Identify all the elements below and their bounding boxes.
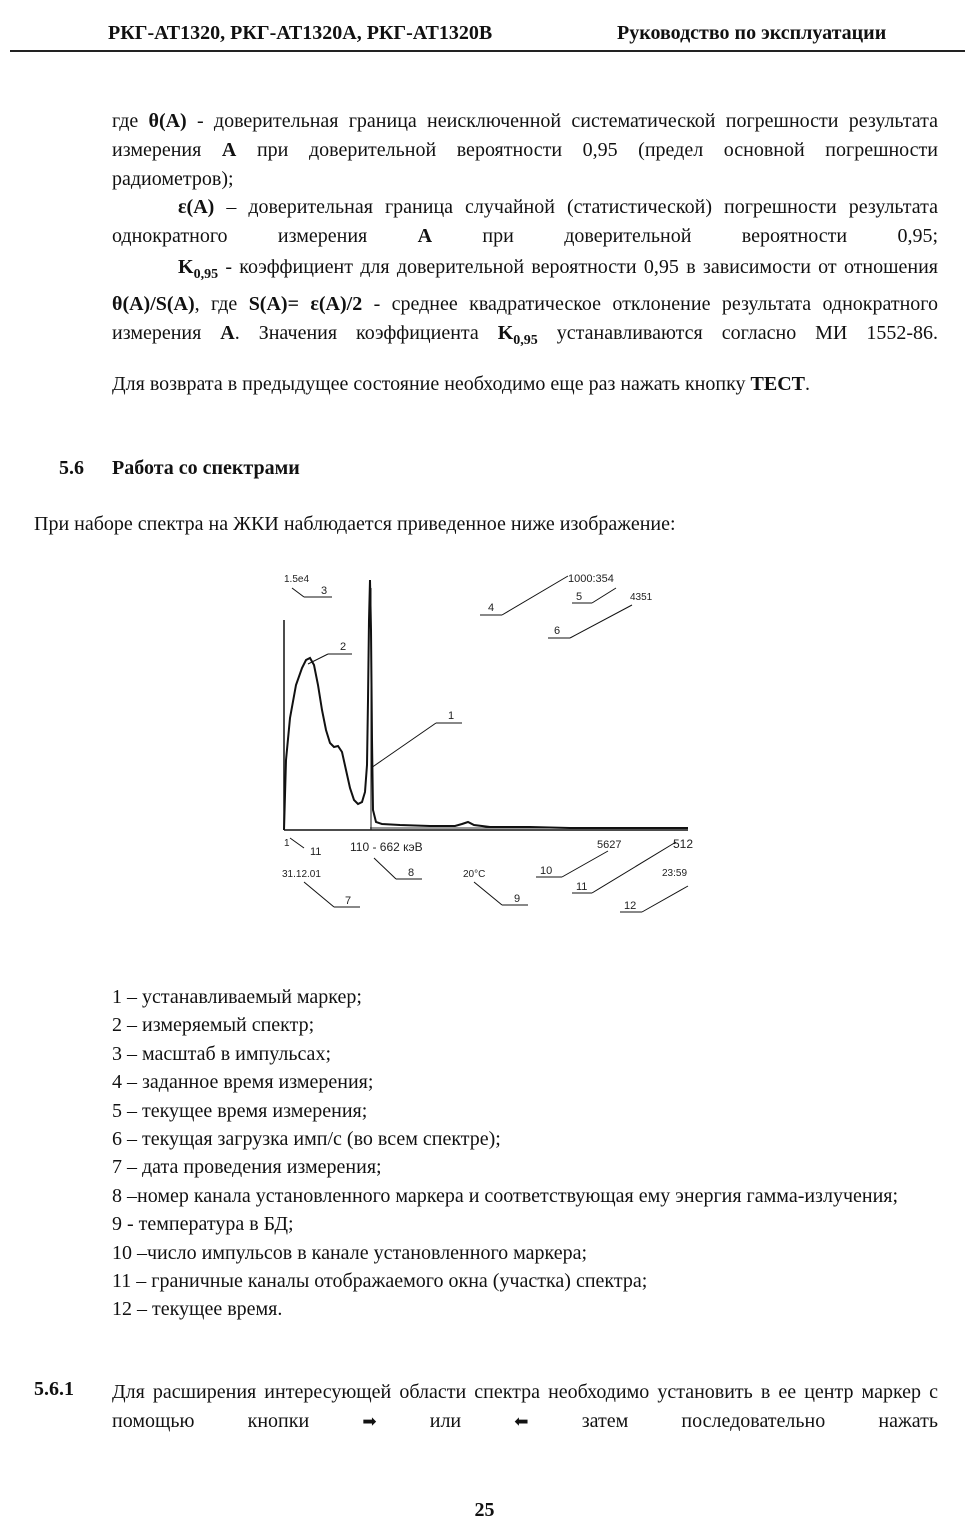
scale-label: 1.5e4 — [284, 574, 310, 585]
text-fragment: - среднее квадратическое отклонение результата однократного измерения — [112, 292, 938, 344]
callout-3-leader — [292, 588, 304, 597]
callout-11-left: 11 — [310, 846, 322, 858]
header-title: РКГ-АТ1320, РКГ-АТ1320А, РКГ-АТ1320В — [108, 22, 493, 44]
callout-12: 12 — [624, 900, 637, 912]
text-fragment: – доверительная граница случайной (статистической) погрешности результата однократного измерения — [112, 196, 938, 247]
callout-6: 6 — [554, 625, 561, 637]
legend-item: 8 –номер канала установленного маркера и соответствующая ему энергия гамма-излучения; — [112, 1184, 899, 1207]
callout-7: 7 — [345, 895, 352, 907]
symbol-ratio: θ(А)/S(А) — [112, 292, 195, 315]
callout-7-leader — [304, 882, 334, 907]
symbol-a: А — [417, 224, 433, 247]
legend-item: 7 – дата проведения измерения; — [112, 1156, 382, 1179]
paragraph-k095 — [112, 253, 938, 355]
callout-8: 8 — [408, 867, 415, 879]
text-fragment: устанавливаются согласно МИ 1552-86. — [537, 321, 938, 344]
figure-legend — [112, 983, 938, 1324]
count-label: 5627 — [597, 839, 622, 851]
legend-item: 11 – граничные каналы отображаемого окна (участка) спектра; — [112, 1270, 648, 1293]
legend-item: 12 – текущее время. — [112, 1298, 283, 1321]
callout-8-leader — [374, 858, 396, 879]
symbol-k095 — [178, 256, 219, 282]
header-rule — [10, 50, 965, 52]
callout-9-leader — [474, 882, 502, 905]
clock-label: 23:59 — [662, 868, 688, 879]
legend-item: 1 – устанавливаемый маркер; — [112, 986, 362, 1008]
symbol-a: А — [220, 321, 235, 344]
text-fragment: затем последовательно нажать — [528, 1409, 939, 1432]
text-fragment: где — [112, 110, 149, 132]
text-fragment: , где — [194, 292, 249, 315]
text-fragment: при доверительной вероятности 0,95; — [432, 224, 938, 247]
callout-11-left-leader — [290, 838, 304, 848]
k-subscript: 0,95 — [513, 332, 538, 348]
text-fragment: - доверительная граница неисключенной систематической погрешности результата измерения — [112, 110, 938, 161]
page-number: 25 — [474, 1499, 495, 1521]
callout-3: 3 — [321, 585, 328, 597]
callout-11-right: 11 — [576, 881, 588, 893]
paragraph-return — [112, 370, 938, 399]
paragraph-epsilon — [112, 193, 938, 251]
legend-item: 6 – текущая загрузка имп/с (во всем спектре); — [112, 1128, 501, 1151]
callout-4-leader — [502, 576, 568, 615]
measured-spectrum — [284, 580, 688, 830]
text-fragment: . — [805, 373, 810, 395]
text-fragment: - коэффициент для доверительной вероятности 0,95 в зависимости от отношения — [218, 256, 938, 278]
k-subscript: 0,95 — [193, 267, 219, 282]
subsection-number: 5.6.1 — [34, 1378, 74, 1400]
callout-5: 5 — [576, 591, 583, 603]
text-fragment: или — [376, 1409, 515, 1432]
arrow-right-icon: ➡ — [362, 1411, 377, 1432]
callout-10-leader — [562, 851, 608, 877]
legend-item: 4 – заданное время измерения; — [112, 1071, 374, 1094]
legend-item: 3 – масштаб в импульсах; — [112, 1042, 331, 1065]
legend-item: 9 - температура в БД; — [112, 1213, 294, 1236]
callout-6-leader — [570, 605, 632, 638]
callout-12-leader — [642, 886, 688, 912]
text-fragment: Для расширения интересующей области спектра необходимо установить в ее центр маркер с помощью кнопки — [112, 1381, 938, 1432]
section-intro: При наборе спектра на ЖКИ наблюдается приведенное ниже изображение: — [34, 513, 676, 535]
callout-9: 9 — [514, 893, 521, 905]
paragraph-theta — [112, 107, 938, 193]
callouts — [290, 576, 688, 912]
callout-5-leader — [592, 588, 616, 603]
test-button-name: ТЕСТ — [750, 373, 805, 395]
legend-item: 10 –число импульсов в канале установленного маркера; — [112, 1241, 588, 1264]
text-fragment: при доверительной вероятности 0,95 (предел основной погрешности радиометров); — [112, 138, 938, 190]
time-label: 1000:354 — [568, 573, 614, 585]
legend-item: 5 – текущее время измерения; — [112, 1099, 368, 1122]
callout-2: 2 — [340, 641, 347, 653]
header-doc-type: Руководство по эксплуатации — [617, 22, 887, 44]
temperature-label: 20°C — [463, 869, 486, 880]
symbol-a: А — [221, 138, 237, 161]
load-label: 4351 — [630, 592, 653, 603]
arrow-left-icon: ⬅ — [514, 1411, 529, 1432]
section-title: Работа со спектрами — [112, 457, 300, 479]
section-number: 5.6 — [59, 457, 84, 479]
callout-1-leader — [371, 723, 436, 768]
spectrum-figure — [270, 560, 700, 920]
marker-label: 110 - 662 кэВ — [350, 840, 423, 854]
callout-1: 1 — [448, 710, 455, 722]
left-channel-label: 1 — [284, 838, 290, 849]
legend-item: 2 – измеряемый спектр; — [112, 1014, 315, 1037]
right-channel-label: 512 — [673, 837, 694, 851]
text-fragment: . Значения коэффициента — [234, 321, 498, 344]
symbol-k095 — [497, 321, 538, 348]
date-label: 31.12.01 — [282, 869, 321, 880]
callout-10: 10 — [540, 865, 553, 877]
symbol-s: S(А)= ε(А)/2 — [248, 292, 363, 315]
callout-4: 4 — [488, 602, 495, 614]
k-letter: K — [497, 321, 514, 344]
subsection-text — [112, 1378, 938, 1437]
symbol-epsilon: ε(А) — [178, 196, 215, 218]
text-fragment: Для возврата в предыдущее состояние необходимо еще раз нажать кнопку — [112, 373, 751, 395]
k-letter: K — [178, 256, 194, 278]
symbol-theta: θ(А) — [148, 110, 187, 132]
